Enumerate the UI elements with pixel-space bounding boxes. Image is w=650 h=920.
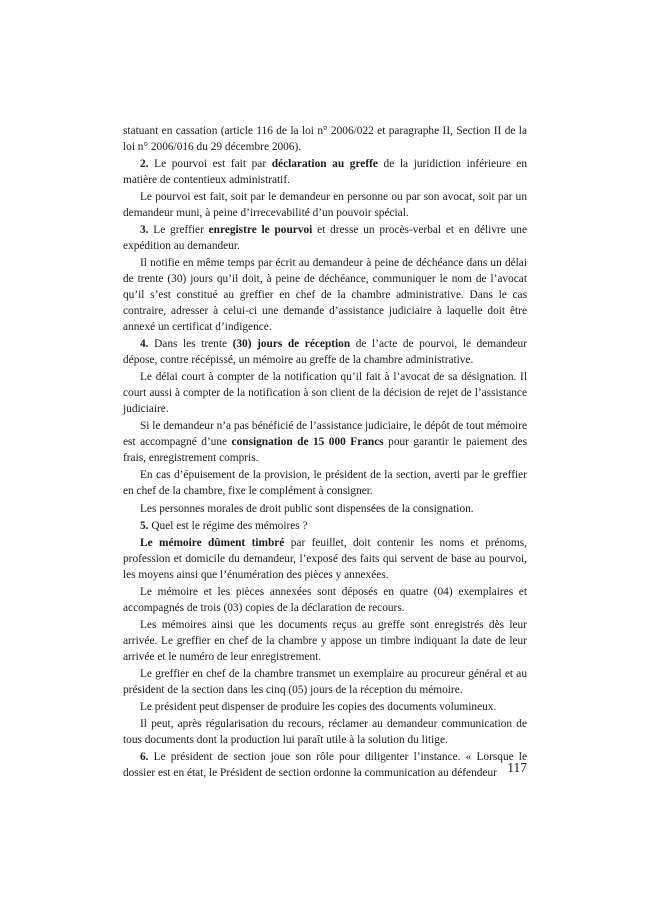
bold-text: enregistre le pourvoi (208, 224, 313, 237)
text-run: et dresse un procès-verbal et en délivre une expédition au demandeur. (123, 224, 527, 253)
paragraph (123, 419, 527, 467)
paragraph (123, 124, 527, 156)
text-run: de l’acte de pourvoi, le demandeur dépose, contre récépissé, un mémoire au greffe de la chambre administrative. (123, 338, 527, 367)
text-run: de la juridiction inférieure en matière de contentieux administratif. (123, 158, 527, 187)
page-number: 117 (507, 760, 527, 775)
bold-text: 3. (140, 224, 149, 237)
text-run: Le greffier (148, 224, 209, 237)
text-run: par feuillet, doit contenir les noms et prénoms, profession et domicile du demandeur, l’exposé des faits qui servent de base au pourvoi, les moyens ainsi que l’énumération des pièces y annexées. (123, 536, 527, 581)
bold-text: 6. (140, 751, 149, 764)
text-run: Le mémoire et les pièces annexées sont déposés en quatre (04) exemplaires et accompagnés de trois (03) copies de la déclaration de recours. (123, 585, 527, 614)
text-run: En cas d’épuisement de la provision, le président de la section, averti par le greffier en chef de la chambre, fixe le complément à consigner. (123, 469, 527, 498)
text-run: statuant en cassation (article 116 de la loi n° 2006/022 et paragraphe II, Section II de la loi n° 2006/016 du 29 décembre 2006). (123, 125, 527, 153)
body-text (123, 124, 527, 784)
text-run: pour garantir le paiement des frais, enregistrement compris. (123, 436, 527, 465)
text-run: Les personnes morales de droit public sont dispensées de la consignation. (140, 502, 474, 515)
bold-text: (30) jours de réception (232, 338, 351, 351)
bold-text: 5. (140, 519, 149, 532)
bold-text: consignation de 15 000 Francs (231, 436, 384, 449)
paragraph (123, 157, 527, 189)
paragraph (123, 519, 527, 535)
text-run: Les mémoires ainsi que les documents reçus au greffe sont enregistrés dès leur arrivée. Le greffier en chef de la chambre y appose un timbre indiquant la date de leur arrivée et le numéro de leur enregistrement. (123, 619, 527, 663)
paragraph (123, 256, 527, 336)
bold-text: Le mémoire dûment timbré (140, 536, 285, 549)
paragraph (123, 337, 527, 369)
text-run: Si le demandeur n’a pas bénéficié de l’assistance judiciaire, le dépôt de tout mémoire est accompagné d’une (123, 420, 527, 449)
paragraph (123, 700, 527, 716)
text-run: Il notifie en même temps par écrit au demandeur à peine de déchéance dans un délai de trente (30) jours qu’il doit, à peine de déchéance, communiquer le nom de l’avocat qu’il s’est constitué au greffier en chef de la chambre administrative. Dans le cas contraire, adresser à celui-ci une demande d’assistance judiciaire à laquelle doit être annexé un certificat d’indigence. (123, 257, 527, 334)
text-run: Quel est le régime des mémoires ? (148, 519, 308, 532)
paragraph (123, 667, 527, 699)
text-run: Le pourvoi est fait, soit par le demandeur en personne ou par son avocat, soit par un demandeur muni, à peine d’irrecevabilité d’un pouvoir spécial. (123, 191, 527, 220)
paragraph (123, 370, 527, 418)
bold-text: 4. (140, 338, 149, 351)
text-run: Le président de section joue son rôle pour diligenter l’instance. « Lorsque le dossier est en état, le Président de section ordonne la communication au défendeur (123, 751, 527, 780)
text-run: Dans les trente (148, 338, 233, 351)
bold-text: déclaration au greffe (271, 158, 378, 171)
paragraph (123, 190, 527, 222)
paragraph (123, 223, 527, 255)
paragraph (123, 750, 527, 782)
text-run: Le greffier en chef de la chambre transmet un exemplaire au procureur général et au président de la section dans les cinq (05) jours de la réception du mémoire. (123, 668, 527, 696)
paragraph (123, 468, 527, 500)
paragraph (123, 618, 527, 666)
paragraph (123, 717, 527, 749)
text-run: Le pourvoi est fait par (148, 158, 272, 171)
paragraph (123, 536, 527, 584)
text-run: Le président peut dispenser de produire les copies des documents volumineux. (140, 701, 497, 714)
text-run: Le délai court à compter de la notification qu’il fait à l’avocat de sa désignation. Il court aussi à compter de la notification à son client de la décision de rejet de l’assistance judiciaire. (123, 371, 527, 416)
text-run: Il peut, après régularisation du recours, réclamer au demandeur communication de tous documents dont la production lui paraît utile à la solution du litige. (123, 718, 527, 747)
bold-text: 2. (140, 158, 149, 171)
paragraph (123, 502, 527, 518)
paragraph (123, 585, 527, 617)
